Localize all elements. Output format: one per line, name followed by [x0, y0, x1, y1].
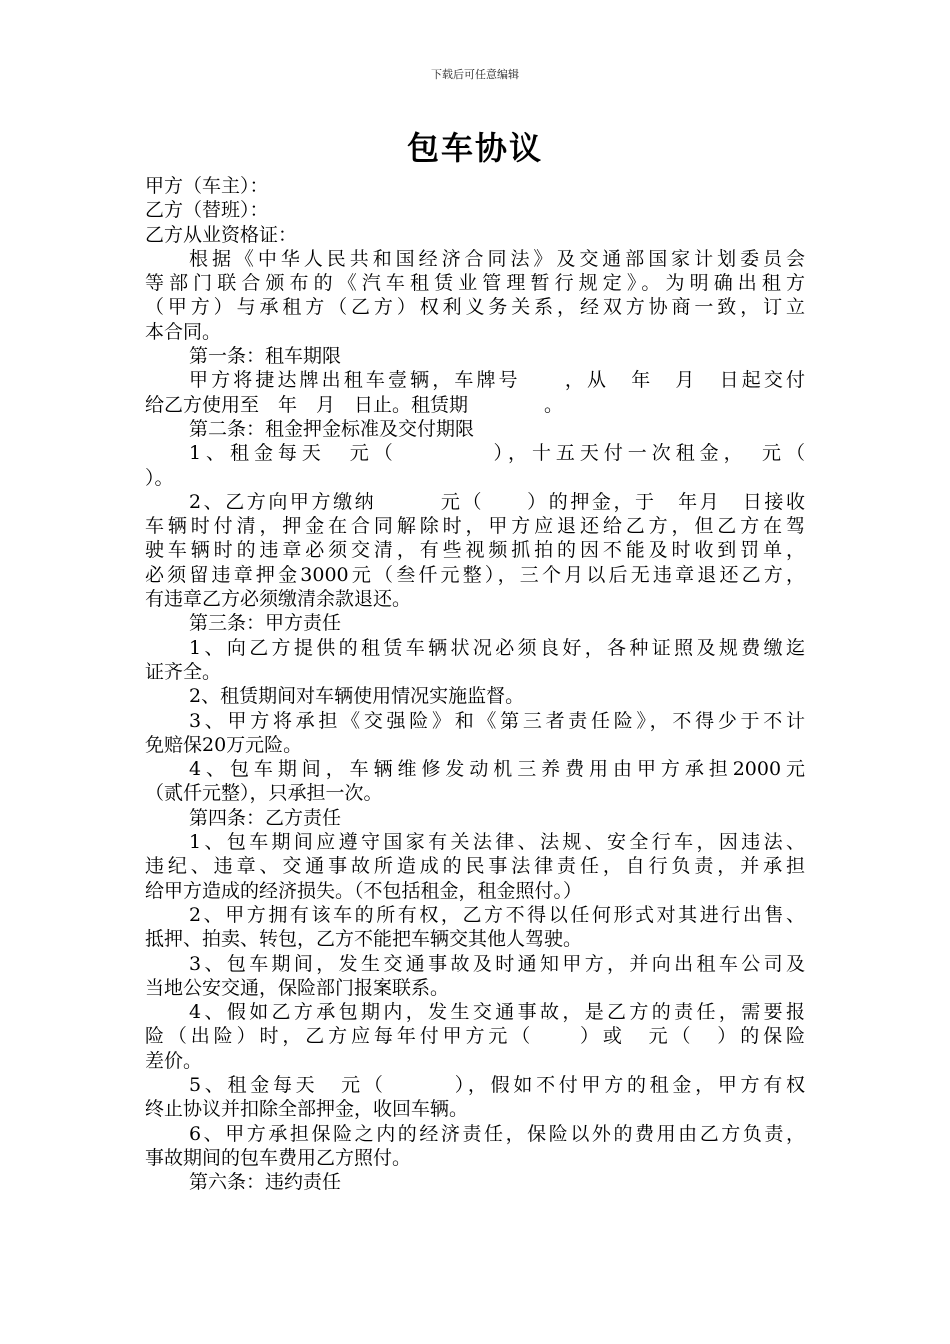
body-line: 3、甲方将承担《交强险》和《第三者责任险》，不得少于不计 — [189, 709, 805, 732]
body-line: 1、向乙方提供的租赁车辆状况必须良好，各种证照及规费缴迄 — [189, 636, 805, 659]
body-line: 驶车辆时的违章必须交清，有些视频抓拍的因不能及时收到罚单， — [145, 539, 805, 562]
body-line: 2、租赁期间对车辆使用情况实施监督。 — [189, 685, 525, 708]
body-line: 甲方将捷达牌出租车壹辆，车牌号 ，从 年 月 日起交付 — [189, 369, 805, 392]
body-line: 1、租金每天 元（ ），十五天付一次租金， 元（ — [189, 442, 805, 465]
body-line: 6、甲方承担保险之内的经济责任，保险以外的费用由乙方负责， — [189, 1122, 805, 1145]
body-line: 4、假如乙方承包期内，发生交通事故，是乙方的责任，需要报 — [189, 1001, 805, 1024]
body-line: 1、包车期间应遵守国家有关法律、法规、安全行车，因违法、 — [189, 831, 805, 854]
body-line: 第一条：租车期限 — [189, 345, 342, 368]
body-line: 第三条：甲方责任 — [189, 612, 342, 635]
body-line: 第六条：违约责任 — [189, 1171, 342, 1194]
body-line: 第二条：租金押金标准及交付期限 — [189, 417, 475, 440]
body-line: 乙方（替班）： — [145, 199, 269, 222]
body-line: 免赔保20万元险。 — [145, 733, 303, 756]
body-line: 给乙方使用至 年 月 日止。租赁期 。 — [145, 393, 564, 416]
body-line: 3、包车期间，发生交通事故及时通知甲方，并向出租车公司及 — [189, 952, 805, 975]
body-line: 4、包车期间，车辆维修发动机三养费用由甲方承担2000元 — [189, 758, 805, 781]
body-line: 有违章乙方必须缴清余款退还。 — [145, 588, 412, 611]
body-line: （贰仟元整），只承担一次。 — [145, 782, 383, 805]
body-line: 事故期间的包车费用乙方照付。 — [145, 1146, 412, 1169]
body-line: 第四条：乙方责任 — [189, 806, 342, 829]
body-line: 抵押、拍卖、转包，乙方不能把车辆交其他人驾驶。 — [145, 928, 583, 951]
header-note: 下载后可任意编辑 — [431, 68, 519, 81]
body-line: 根据《中华人民共和国经济合同法》及交通部国家计划委员会 — [189, 247, 805, 270]
body-line: 2、甲方拥有该车的所有权，乙方不得以任何形式对其进行出售、 — [189, 903, 805, 926]
document-body — [145, 174, 805, 1194]
body-line: 甲方（车主）： — [145, 175, 269, 197]
body-line: 5、租金每天 元（ ），假如不付甲方的租金，甲方有权 — [189, 1073, 805, 1096]
body-line: 本合同。 — [145, 320, 222, 343]
body-line: 必须留违章押金3000元（叁仟元整），三个月以后无违章退还乙方， — [145, 563, 805, 586]
body-line: 险（出险）时，乙方应每年付甲方元（ ）或 元（ ）的保险 — [145, 1025, 805, 1048]
body-line: 终止协议并扣除全部押金，收回车辆。 — [145, 1098, 469, 1121]
document-title: 包车协议 — [406, 129, 543, 167]
body-line: 车辆时付清，押金在合同解除时，甲方应退还给乙方，但乙方在驾 — [145, 515, 805, 538]
body-line: ）。 — [145, 466, 174, 489]
body-line: 当地公安交通，保险部门报案联系。 — [145, 976, 450, 999]
body-line: 2、乙方向甲方缴纳 元（ ）的押金，于 年月 日接收 — [189, 490, 805, 513]
body-line: 违纪、违章、交通事故所造成的民事法律责任，自行负责，并承担 — [145, 855, 805, 878]
body-line: （甲方）与承租方（乙方）权利义务关系，经双方协商一致，订立 — [145, 296, 805, 319]
body-line: 等部门联合颁布的《汽车租赁业管理暂行规定》。为明确出租方 — [145, 272, 805, 295]
body-line: 证齐全。 — [145, 660, 222, 683]
body-line: 给甲方造成的经济损失。（不包括租金，租金照付。） — [145, 879, 583, 902]
body-line: 乙方从业资格证： — [145, 223, 298, 246]
body-line: 差价。 — [145, 1049, 203, 1072]
